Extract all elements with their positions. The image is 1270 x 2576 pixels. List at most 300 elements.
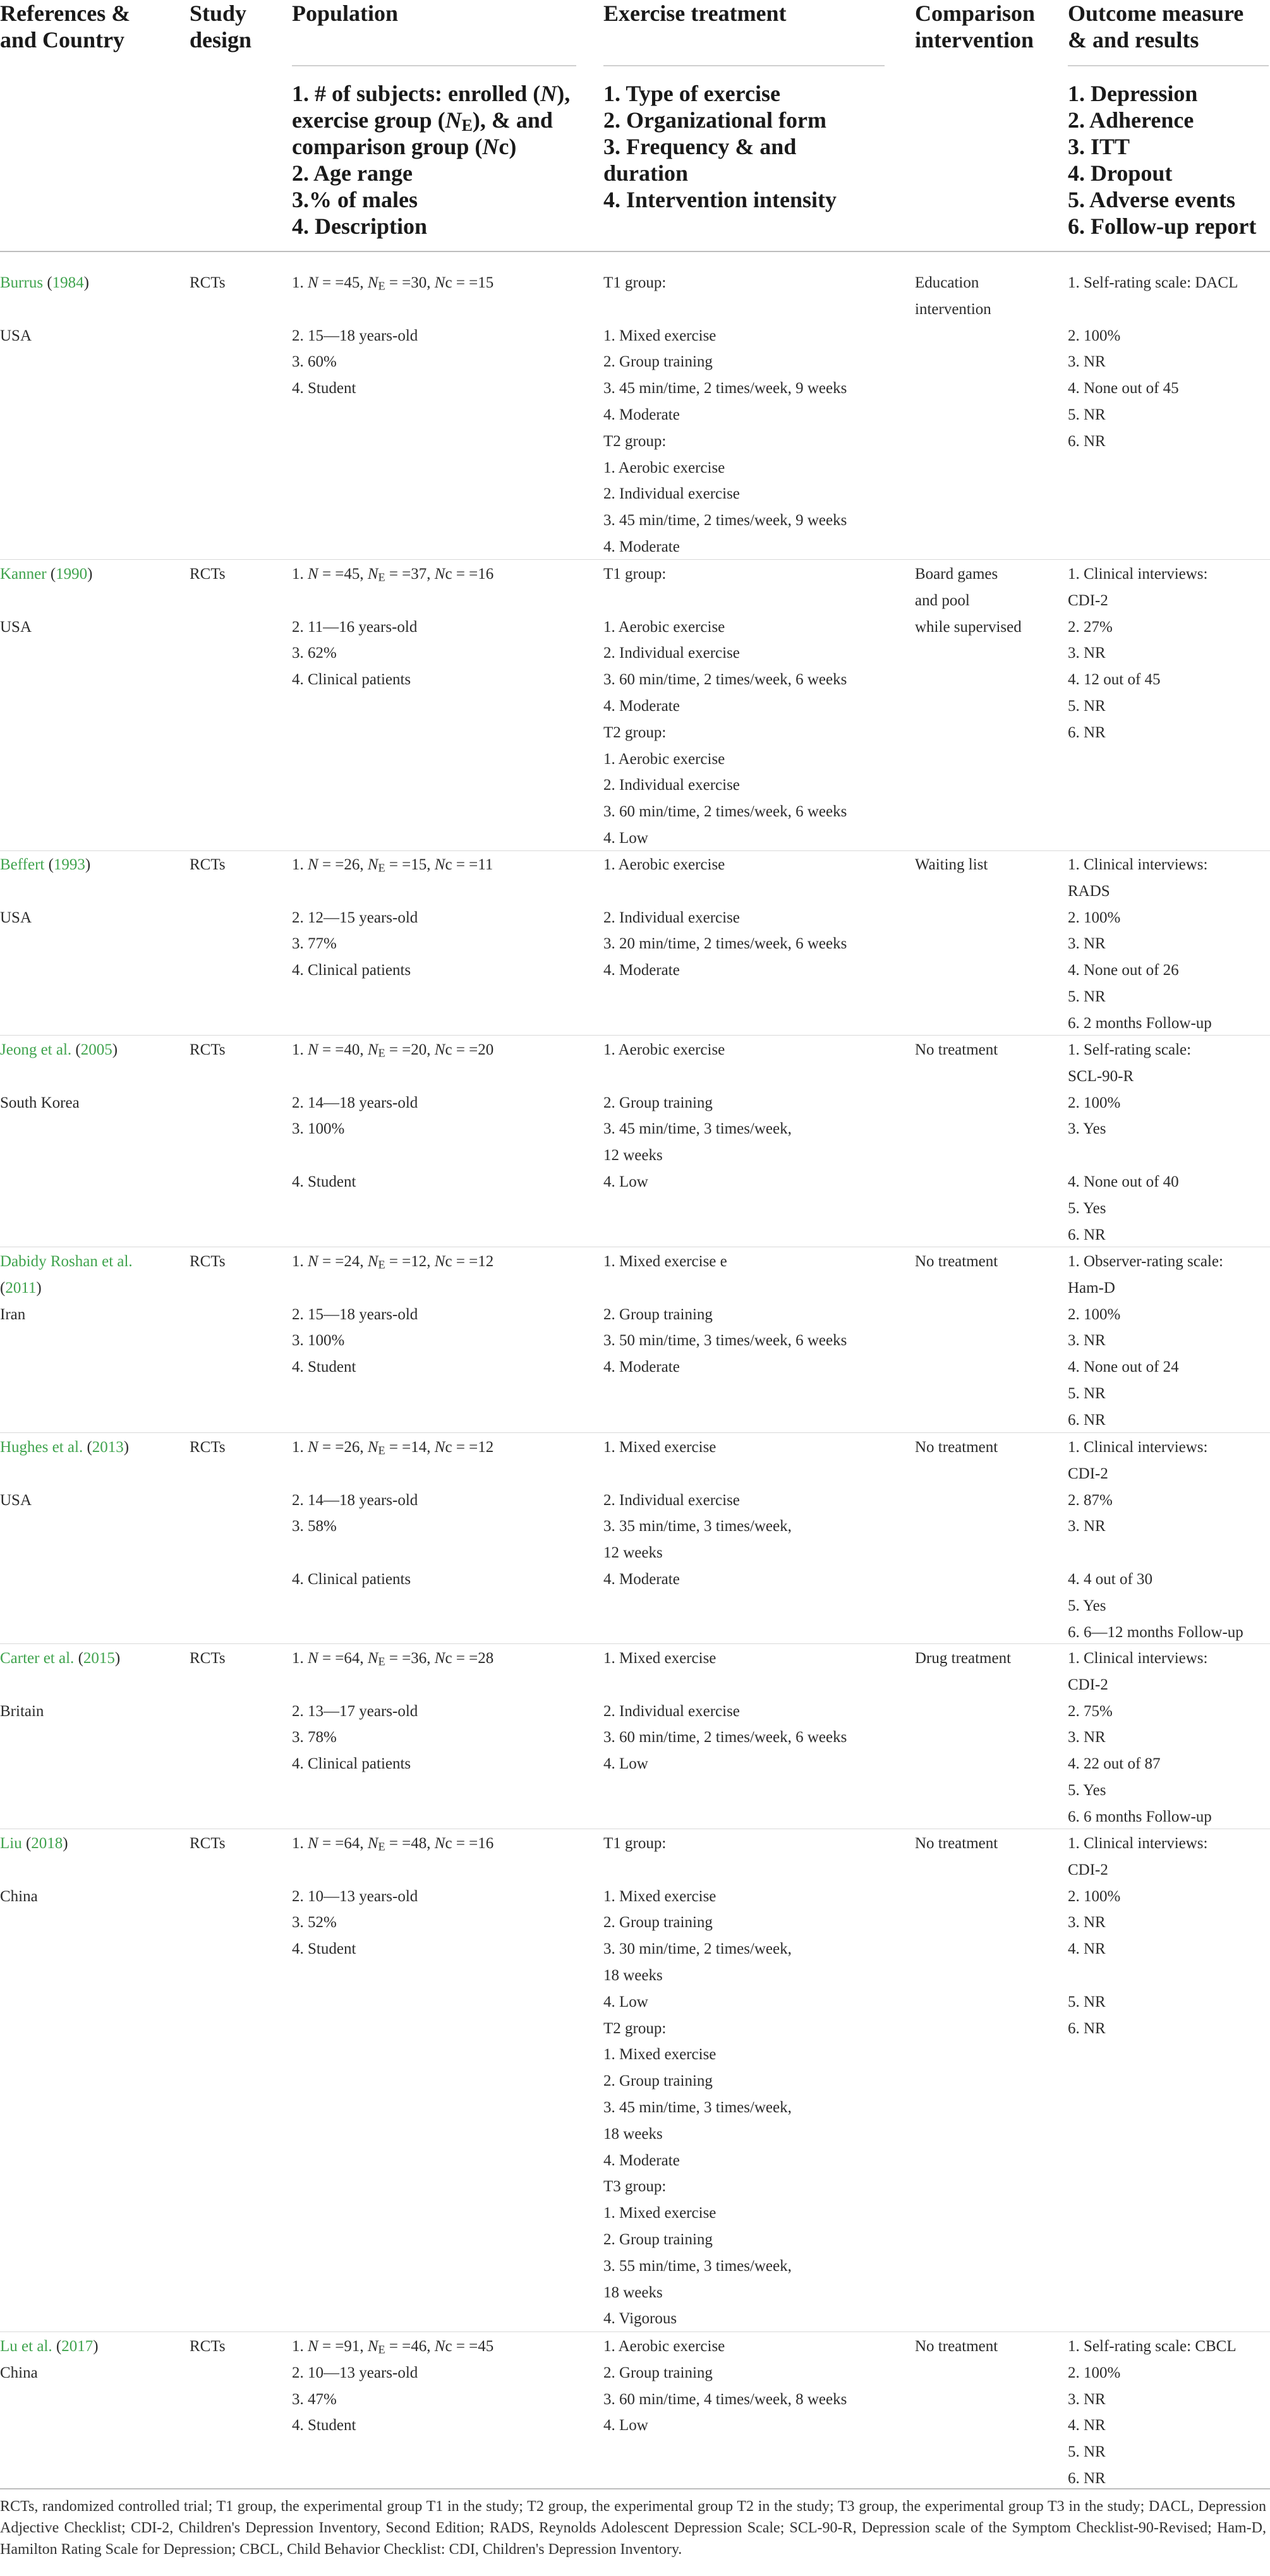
population-description: 4. Clinical patients xyxy=(292,1571,411,1588)
exercise-line: 4. Moderate xyxy=(603,962,680,979)
exercise-line: 2. Individual exercise xyxy=(603,777,740,794)
ne-symbol: N xyxy=(367,1253,378,1270)
exercise-line: 18 weeks xyxy=(603,1967,663,1984)
outcome-line: 2. 75% xyxy=(1068,1702,1113,1720)
header-outcome-sub-2: 2. Adherence xyxy=(1068,107,1194,133)
population-subjects: 1. N = =91, $N_E = =46$, Nc = =45 xyxy=(292,2338,494,2356)
ne-symbol: N xyxy=(367,274,378,291)
exercise-line: 1. Aerobic exercise xyxy=(603,459,725,476)
study-design-cell: RCTs xyxy=(190,2338,226,2355)
exercise-line: 4. Moderate xyxy=(603,538,680,555)
population-males: 3. 60% xyxy=(292,353,337,371)
outcome-line: 2. 100% xyxy=(1068,1094,1121,1111)
nc-symbol: N xyxy=(434,1041,445,1058)
exercise-line: 2. Group training xyxy=(603,1914,713,1932)
header-outcome-sub-3: 3. ITT xyxy=(1068,134,1130,159)
reference-year-link[interactable]: 1984 xyxy=(52,274,84,291)
outcome-line: 6. NR xyxy=(1068,723,1106,741)
exercise-line: 1. Aerobic exercise xyxy=(603,1041,725,1058)
population-males: 3. 58% xyxy=(292,1518,337,1535)
exercise-line: 3. 60 min/time, 4 times/week, 8 weeks xyxy=(603,2390,847,2408)
outcome-line: 3. NR xyxy=(1068,935,1106,953)
study-design-cell: RCTs xyxy=(190,1650,226,1667)
outcome-line: 6. 6—12 months Follow-up xyxy=(1068,1623,1243,1641)
reference-cell: Dabidy Roshan et al. (2011) xyxy=(0,1253,133,1297)
population-description: 4. Clinical patients xyxy=(292,962,411,979)
reference-cell: Jeong et al. (2005) xyxy=(0,1041,118,1058)
header-population-sub xyxy=(292,80,570,239)
outcome-line: 3. NR xyxy=(1068,353,1106,371)
population-description: 4. Student xyxy=(292,380,356,397)
header-study-design xyxy=(190,0,251,53)
reference-author[interactable]: Dabidy Roshan et al. xyxy=(0,1253,133,1270)
ne-symbol: N xyxy=(367,1439,378,1456)
exercise-line: 3. 45 min/time, 3 times/week, xyxy=(603,2099,792,2116)
exercise-line: 3. 45 min/time, 3 times/week, xyxy=(603,1120,792,1138)
exercise-line: 1. Mixed exercise xyxy=(603,1439,717,1456)
population-description: 4. Student xyxy=(292,1940,356,1958)
outcome-line: 4. NR xyxy=(1068,1940,1106,1958)
country-cell: Iran xyxy=(0,1305,26,1323)
exercise-line: 3. 35 min/time, 3 times/week, xyxy=(603,1518,792,1535)
exercise-line: 4. Moderate xyxy=(603,698,680,715)
outcome-line: 6. NR xyxy=(1068,432,1106,450)
row-separator xyxy=(0,1432,1270,1433)
population-description: 4. Clinical patients xyxy=(292,1755,411,1773)
nc-symbol: N xyxy=(434,565,445,583)
n-comparison: 16 xyxy=(478,1835,494,1852)
n-exercise: 15 xyxy=(411,856,427,873)
header-exercise-sub-3: 3. Frequency & and xyxy=(603,134,797,159)
exercise-line: 3. 60 min/time, 2 times/week, 6 weeks xyxy=(603,1729,847,1746)
reference-cell: Carter et al. (2015) xyxy=(0,1650,121,1667)
exercise-line: 4. Moderate xyxy=(603,1571,680,1588)
exercise-line: T2 group: xyxy=(603,432,667,450)
nc-symbol: N xyxy=(434,1650,445,1667)
outcome-line: 1. Clinical interviews: xyxy=(1068,1650,1208,1667)
table-footnote: RCTs, randomized controlled trial; T1 group, the experimental group T1 in the study; T2 group, the experimental group T2 in the study; T3 group, the experimental group T3 in the study; DACL, Depression Adjective Checklist; CDI-2, Children's Depression Inventory, Second Edition; RADS, Reynolds Adolescent Depression Scale; SCL-90-R, Depression scale of the Symptom Checklist-90-Revised; Ham-D, Hamilton Rating Scale for Depression; CBCL, Child Behavior Checklist: CDI, Children's Depression Inventory. xyxy=(0,2498,1266,2558)
header-population-rule xyxy=(292,65,576,66)
population-subjects: 1. N = =64, $N_E = =48$, Nc = =16 xyxy=(292,1835,494,1853)
reference-author[interactable]: Burrus xyxy=(0,274,44,291)
ne-symbol: N xyxy=(367,856,378,873)
outcome-line: 1. Self-rating scale: CBCL xyxy=(1068,2338,1237,2355)
nc-symbol: N xyxy=(434,1253,445,1270)
n-exercise: 46 xyxy=(411,2338,427,2355)
exercise-line: 12 weeks xyxy=(603,1147,663,1164)
outcome-line: 3. NR xyxy=(1068,1914,1106,1932)
outcome-line: 6. NR xyxy=(1068,1226,1106,1243)
population-age: 2. 14—18 years-old xyxy=(292,1491,418,1509)
n-comparison: 45 xyxy=(478,2338,494,2355)
outcome-line: 6. NR xyxy=(1068,2019,1106,2037)
reference-year-link[interactable]: 2013 xyxy=(92,1439,124,1456)
n-exercise: 36 xyxy=(411,1650,427,1667)
comparison-line: No treatment xyxy=(915,1253,998,1270)
header-references xyxy=(0,0,130,53)
exercise-line: 18 weeks xyxy=(603,2283,663,2301)
n-comparison: 28 xyxy=(478,1650,494,1667)
exercise-line: T3 group: xyxy=(603,2178,667,2196)
exercise-line: 4. Moderate xyxy=(603,2151,680,2169)
exercise-line: 4. Moderate xyxy=(603,406,680,423)
outcome-line: 1. Clinical interviews: xyxy=(1068,565,1208,583)
country-cell: China xyxy=(0,1887,38,1905)
outcome-line: 2. 100% xyxy=(1068,1305,1121,1323)
n-exercise: 12 xyxy=(411,1253,427,1270)
reference-author[interactable]: Jeong et al. xyxy=(0,1041,72,1058)
outcome-line: 4. None out of 45 xyxy=(1068,380,1179,397)
exercise-line: 3. 55 min/time, 3 times/week, xyxy=(603,2257,792,2275)
study-design-cell: RCTs xyxy=(190,1041,226,1058)
outcome-line: 4. 22 out of 87 xyxy=(1068,1755,1161,1773)
reference-year-link[interactable]: 2015 xyxy=(83,1650,115,1667)
header-population-sub-1: 1. # of subjects: enrolled (N), xyxy=(292,81,571,106)
n-total: 40 xyxy=(344,1041,360,1058)
reference-year-link[interactable]: 1990 xyxy=(56,565,88,583)
n-total: 64 xyxy=(344,1835,360,1852)
ne-symbol: N xyxy=(367,1041,378,1058)
study-design-cell: RCTs xyxy=(190,565,226,583)
header-exercise-sub-2: 2. Organizational form xyxy=(603,107,826,133)
outcome-line: 5. NR xyxy=(1068,2443,1106,2461)
outcome-line: 6. 6 months Follow-up xyxy=(1068,1808,1212,1825)
row-separator xyxy=(0,850,1270,851)
comparison-line: while supervised xyxy=(915,618,1022,636)
country-cell: USA xyxy=(0,1491,32,1509)
outcome-line: 1. Clinical interviews: xyxy=(1068,856,1208,873)
header-exercise-rule xyxy=(603,65,885,66)
outcome-line: 5. NR xyxy=(1068,1993,1106,2011)
ne-symbol: N xyxy=(367,1835,378,1852)
n-total: 45 xyxy=(344,565,360,583)
outcome-line: SCL-90-R xyxy=(1068,1067,1134,1085)
header-outcome-sub-5: 5. Adverse events xyxy=(1068,187,1235,212)
header-outcome-sub-6: 6. Follow-up report xyxy=(1068,214,1257,239)
population-age: 2. 14—18 years-old xyxy=(292,1094,418,1111)
population-males: 3. 62% xyxy=(292,644,337,662)
exercise-line: 1. Mixed exercise xyxy=(603,1650,717,1667)
country-cell: Britain xyxy=(0,1702,44,1720)
reference-author[interactable]: Hughes et al. xyxy=(0,1439,83,1456)
header-outcome xyxy=(1068,0,1243,53)
reference-author[interactable]: Carter et al. xyxy=(0,1650,75,1667)
n-comparison: 16 xyxy=(478,565,494,583)
population-subjects: 1. N = =26, $N_E = =15$, Nc = =11 xyxy=(292,856,493,874)
population-age: 2. 12—15 years-old xyxy=(292,909,418,926)
exercise-line: 3. 30 min/time, 2 times/week, xyxy=(603,1940,792,1958)
outcome-line: 3. Yes xyxy=(1068,1120,1106,1138)
n-symbol: N xyxy=(308,1253,318,1270)
exercise-line: 1. Mixed exercise e xyxy=(603,1253,727,1270)
reference-year-link[interactable]: 1993 xyxy=(53,856,85,873)
exercise-line: 2. Individual exercise xyxy=(603,909,740,926)
outcome-line: 4. None out of 24 xyxy=(1068,1358,1179,1376)
row-separator xyxy=(0,1643,1270,1644)
exercise-line: T1 group: xyxy=(603,1835,667,1852)
nc-symbol: N xyxy=(434,856,445,873)
outcome-line: 4. 12 out of 45 xyxy=(1068,671,1161,689)
header-design-line1: Study xyxy=(190,1,247,26)
outcome-line: 4. None out of 26 xyxy=(1068,962,1179,979)
n-symbol: N xyxy=(308,856,318,873)
population-subjects: 1. N = =45, $N_E = =30$, Nc = =15 xyxy=(292,274,494,293)
ne-symbol: N xyxy=(367,565,378,583)
study-design-cell: RCTs xyxy=(190,1439,226,1456)
n-exercise: 30 xyxy=(411,274,427,291)
n-symbol: N xyxy=(308,1439,318,1456)
outcome-line: CDI-2 xyxy=(1068,591,1108,609)
header-outcome-sub-4: 4. Dropout xyxy=(1068,160,1173,186)
exercise-line: T2 group: xyxy=(603,2019,667,2037)
outcome-line: 4. NR xyxy=(1068,2417,1106,2434)
header-comparison-line2: intervention xyxy=(915,27,1034,52)
comparison-line: No treatment xyxy=(915,1439,998,1456)
outcome-line: CDI-2 xyxy=(1068,1676,1108,1693)
outcome-line: 5. Yes xyxy=(1068,1782,1106,1799)
reference-cell: Kanner (1990) xyxy=(0,565,93,583)
outcome-line: 2. 100% xyxy=(1068,2364,1121,2381)
reference-cell: Lu et al. (2017) xyxy=(0,2338,99,2355)
header-outcome-line1: Outcome measure xyxy=(1068,1,1244,26)
population-subjects: 1. N = =24, $N_E = =12$, Nc = =12 xyxy=(292,1253,494,1271)
reference-cell: Hughes et al. (2013) xyxy=(0,1439,130,1456)
header-exercise xyxy=(603,0,787,27)
outcome-line: 3. NR xyxy=(1068,1518,1106,1535)
exercise-line: 1. Mixed exercise xyxy=(603,2046,717,2064)
table-bottom-rule xyxy=(0,2488,1270,2489)
exercise-line: 2. Individual exercise xyxy=(603,1491,740,1509)
study-design-cell: RCTs xyxy=(190,274,226,291)
country-cell: USA xyxy=(0,909,32,926)
population-description: 4. Student xyxy=(292,2417,356,2434)
exercise-line: 4. Low xyxy=(603,1993,648,2011)
outcome-line: 1. Observer-rating scale: xyxy=(1068,1253,1223,1270)
n-symbol: N xyxy=(308,565,318,583)
header-exercise-sub-5: 4. Intervention intensity xyxy=(603,187,837,212)
n-symbol: N xyxy=(308,1835,318,1852)
header-exercise-sub xyxy=(603,80,837,213)
exercise-line: 2. Group training xyxy=(603,1094,713,1111)
country-cell: China xyxy=(0,2364,38,2381)
exercise-line: 4. Moderate xyxy=(603,1358,680,1376)
header-comparison xyxy=(915,0,1035,53)
exercise-line: 2. Individual exercise xyxy=(603,1702,740,1720)
population-age: 2. 13—17 years-old xyxy=(292,1702,418,1720)
row-separator xyxy=(0,559,1270,560)
n-symbol: N xyxy=(308,1650,318,1667)
exercise-line: 3. 60 min/time, 2 times/week, 6 weeks xyxy=(603,671,847,689)
header-design-line2: design xyxy=(190,27,252,52)
header-population-sub-6: 4. Description xyxy=(292,214,427,239)
exercise-line: 18 weeks xyxy=(603,2125,663,2143)
comparison-line: Drug treatment xyxy=(915,1650,1012,1667)
exercise-line: T1 group: xyxy=(603,274,667,291)
exercise-line: 3. 20 min/time, 2 times/week, 6 weeks xyxy=(603,935,847,953)
outcome-line: 5. NR xyxy=(1068,406,1106,423)
exercise-line: 4. Low xyxy=(603,1755,648,1773)
n-comparison: 11 xyxy=(478,856,493,873)
header-population-sub-2: exercise group $(N_E)$, & and xyxy=(292,107,553,135)
population-age: 2. 10—13 years-old xyxy=(292,1887,418,1905)
outcome-line: 5. NR xyxy=(1068,698,1106,715)
outcome-line: CDI-2 xyxy=(1068,1465,1108,1482)
reference-author[interactable]: Liu xyxy=(0,1835,22,1852)
exercise-line: 1. Aerobic exercise xyxy=(603,856,725,873)
header-population-sub-5: 3.% of males xyxy=(292,187,418,212)
exercise-line: 2. Group training xyxy=(603,2231,713,2248)
outcome-line: 5. Yes xyxy=(1068,1597,1106,1614)
comparison-line: intervention xyxy=(915,300,991,318)
exercise-line: 1. Aerobic exercise xyxy=(603,618,725,636)
header-outcome-rule xyxy=(1068,65,1269,66)
outcome-line: Ham-D xyxy=(1068,1279,1115,1297)
reference-cell: Liu (2018) xyxy=(0,1835,68,1852)
ne-symbol: N xyxy=(367,2338,378,2355)
outcome-line: 4. 4 out of 30 xyxy=(1068,1571,1153,1588)
nc-symbol: N xyxy=(434,1835,445,1852)
population-age: 2. 15—18 years-old xyxy=(292,1305,418,1323)
n-comparison: 15 xyxy=(478,274,494,291)
n-comparison: 12 xyxy=(478,1439,494,1456)
exercise-line: 2. Group training xyxy=(603,2364,713,2381)
outcome-line: 6. NR xyxy=(1068,1411,1106,1429)
header-comparison-line1: Comparison xyxy=(915,1,1036,26)
outcome-line: 3. NR xyxy=(1068,1729,1106,1746)
n-comparison: 12 xyxy=(478,1253,494,1270)
exercise-line: 1. Mixed exercise xyxy=(603,327,717,344)
population-subjects: 1. N = =26, $N_E = =14$, Nc = =12 xyxy=(292,1439,494,1457)
reference-year-link[interactable]: 2011 xyxy=(5,1279,37,1297)
outcome-line: 3. NR xyxy=(1068,1332,1106,1350)
reference-author[interactable]: Beffert xyxy=(0,856,45,873)
row-separator xyxy=(0,2331,1270,2332)
n-total: 64 xyxy=(344,1650,360,1667)
n-comparison: 20 xyxy=(478,1041,494,1058)
exercise-line: T2 group: xyxy=(603,723,667,741)
exercise-line: T1 group: xyxy=(603,565,667,583)
comparison-line: Education xyxy=(915,274,979,291)
comparison-line: No treatment xyxy=(915,1041,998,1058)
exercise-line: 2. Group training xyxy=(603,2072,713,2090)
exercise-line: 2. Group training xyxy=(603,353,713,371)
population-subjects: 1. N = =45, $N_E = =37$, Nc = =16 xyxy=(292,565,494,584)
exercise-line: 4. Low xyxy=(603,830,648,847)
reference-author[interactable]: Kanner xyxy=(0,565,47,583)
outcome-line: 2. 100% xyxy=(1068,909,1121,926)
comparison-line: No treatment xyxy=(915,1835,998,1852)
reference-cell: Burrus (1984) xyxy=(0,274,89,291)
n-total: 26 xyxy=(344,856,360,873)
header-references-line1: References & xyxy=(0,1,131,26)
outcome-line: 1. Self-rating scale: xyxy=(1068,1041,1192,1058)
n-total: 45 xyxy=(344,274,360,291)
outcome-line: RADS xyxy=(1068,882,1110,900)
comparison-line: No treatment xyxy=(915,2338,998,2355)
header-population-title: Population xyxy=(292,1,399,26)
population-males: 3. 100% xyxy=(292,1120,345,1138)
outcome-line: 5. NR xyxy=(1068,1385,1106,1402)
exercise-line: 2. Group training xyxy=(603,1305,713,1323)
header-outcome-sub-1: 1. Depression xyxy=(1068,81,1198,106)
header-bottom-rule xyxy=(0,251,1270,252)
exercise-line: 12 weeks xyxy=(603,1544,663,1562)
n-symbol: N xyxy=(308,1041,318,1058)
exercise-line: 1. Aerobic exercise xyxy=(603,750,725,768)
exercise-line: 1. Mixed exercise xyxy=(603,1887,717,1905)
population-description: 4. Clinical patients xyxy=(292,671,411,689)
nc-symbol: N xyxy=(434,2338,445,2355)
population-age: 2. 15—18 years-old xyxy=(292,327,418,344)
outcome-line: 1. Clinical interviews: xyxy=(1068,1835,1208,1852)
outcome-line: 2. 100% xyxy=(1068,1887,1121,1905)
header-exercise-sub-1: 1. Type of exercise xyxy=(603,81,780,106)
header-population-sub-3: comparison group (Nc) xyxy=(292,134,517,159)
header-population xyxy=(292,0,398,27)
reference-year-link[interactable]: 2005 xyxy=(80,1041,112,1058)
reference-year-link[interactable]: 2017 xyxy=(61,2338,94,2355)
population-males: 3. 100% xyxy=(292,1332,345,1350)
outcome-line: 1. Clinical interviews: xyxy=(1068,1439,1208,1456)
study-design-cell: RCTs xyxy=(190,1253,226,1270)
outcome-line: 3. NR xyxy=(1068,644,1106,662)
n-symbol: N xyxy=(308,2338,318,2355)
population-age: 2. 10—13 years-old xyxy=(292,2364,418,2381)
nc-symbol: N xyxy=(434,1439,445,1456)
ne-symbol: N xyxy=(367,1650,378,1667)
exercise-line: 3. 50 min/time, 3 times/week, 6 weeks xyxy=(603,1332,847,1350)
outcome-line: 1. Self-rating scale: DACL xyxy=(1068,274,1238,291)
country-cell: USA xyxy=(0,327,32,344)
outcome-line: 4. None out of 40 xyxy=(1068,1173,1179,1190)
header-outcome-line2: & and results xyxy=(1068,27,1199,52)
population-age: 2. 11—16 years-old xyxy=(292,618,418,636)
population-males: 3. 77% xyxy=(292,935,337,953)
population-description: 4. Student xyxy=(292,1358,356,1376)
nc-symbol: N xyxy=(434,274,445,291)
exercise-line: 2. Individual exercise xyxy=(603,644,740,662)
exercise-line: 3. 45 min/time, 2 times/week, 9 weeks xyxy=(603,380,847,397)
exercise-line: 1. Mixed exercise xyxy=(603,2204,717,2222)
header-population-sub-4: 2. Age range xyxy=(292,160,413,186)
reference-year-link[interactable]: 2018 xyxy=(31,1835,63,1852)
comparison-line: Waiting list xyxy=(915,856,988,873)
header-outcome-sub xyxy=(1068,80,1256,239)
country-cell: USA xyxy=(0,618,32,636)
header-exercise-sub-4: duration xyxy=(603,160,689,186)
exercise-line: 4. Low xyxy=(603,2417,648,2434)
reference-cell: Beffert (1993) xyxy=(0,856,91,873)
population-subjects: 1. N = =40, $N_E = =20$, Nc = =20 xyxy=(292,1041,494,1060)
outcome-line: 2. 87% xyxy=(1068,1491,1113,1509)
outcome-line: CDI-2 xyxy=(1068,1861,1108,1878)
reference-author[interactable]: Lu et al. xyxy=(0,2338,52,2355)
n-exercise: 14 xyxy=(411,1439,427,1456)
exercise-line: 3. 45 min/time, 2 times/week, 9 weeks xyxy=(603,512,847,529)
exercise-line: 3. 60 min/time, 2 times/week, 6 weeks xyxy=(603,803,847,821)
outcome-line: 5. Yes xyxy=(1068,1199,1106,1217)
study-design-cell: RCTs xyxy=(190,856,226,873)
exercise-line: 2. Individual exercise xyxy=(603,485,740,503)
header-exercise-title: Exercise treatment xyxy=(603,1,787,26)
n-symbol: N xyxy=(308,274,318,291)
n-exercise: 48 xyxy=(411,1835,427,1852)
n-exercise: 20 xyxy=(411,1041,427,1058)
n-total: 26 xyxy=(344,1439,360,1456)
population-males: 3. 47% xyxy=(292,2390,337,2408)
outcome-line: 3. NR xyxy=(1068,2390,1106,2408)
n-exercise: 37 xyxy=(411,565,427,583)
